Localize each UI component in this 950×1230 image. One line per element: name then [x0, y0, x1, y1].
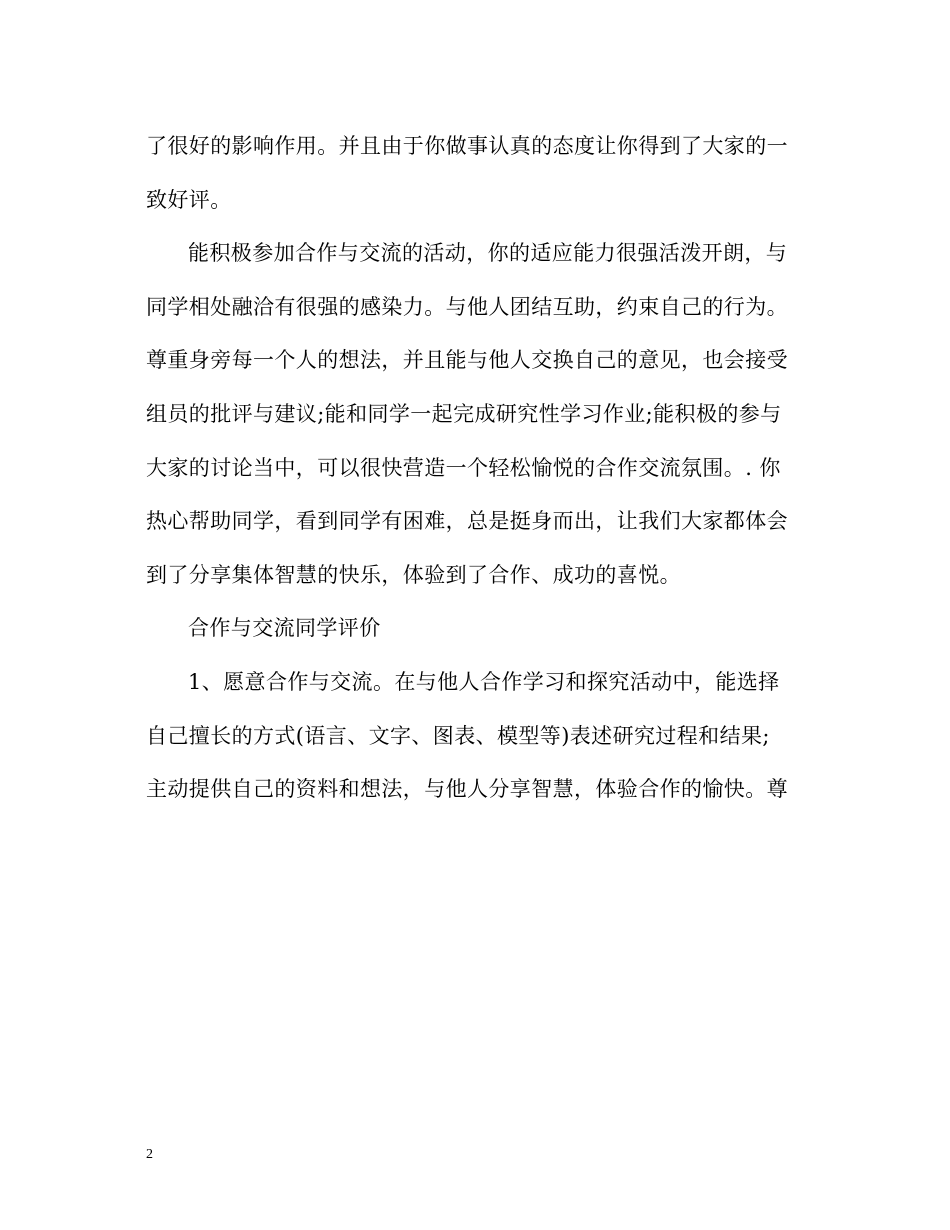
text-line: 热心帮助同学，看到同学有困难，总是挺身而出，让我们大家都体会 — [146, 509, 788, 534]
text-line: 了很好的影响作用。并且由于你做事认真的态度让你得到了大家的一 — [146, 134, 788, 158]
document-body — [146, 120, 806, 817]
text-line: 同学相处融洽有很强的感染力。与他人团结互助，约束自己的行为。 — [146, 294, 788, 319]
text-line: 组员的批评与建议;能和同学一起完成研究性学习作业;能积极的参与 — [146, 401, 782, 426]
page-number: 2 — [146, 1147, 153, 1162]
paragraph-start-line: 1、愿意合作与交流。在与他人合作学习和探究活动中，能选择 — [188, 669, 780, 694]
text-line: 主动提供自己的资料和想法，与他人分享智慧，体验合作的愉快。尊 — [146, 777, 788, 802]
paragraph-start-line: 能积极参加合作与交流的活动，你的适应能力很强活泼开朗，与 — [188, 241, 788, 266]
text-line: 自己擅长的方式(语言、文字、图表、模型等)表述研究过程和结果; — [146, 723, 770, 748]
text-line: 到了分享集体智慧的快乐，体验到了合作、成功的喜悦。 — [146, 562, 681, 587]
text-line: 尊重身旁每一个人的想法，并且能与他人交换自己的意见，也会接受 — [146, 348, 788, 373]
text-line: 大家的讨论当中，可以很快营造一个轻松愉悦的合作交流氛围。. 你 — [146, 455, 781, 480]
text-line: 致好评。 — [146, 187, 232, 212]
section-heading: 合作与交流同学评价 — [188, 616, 381, 641]
